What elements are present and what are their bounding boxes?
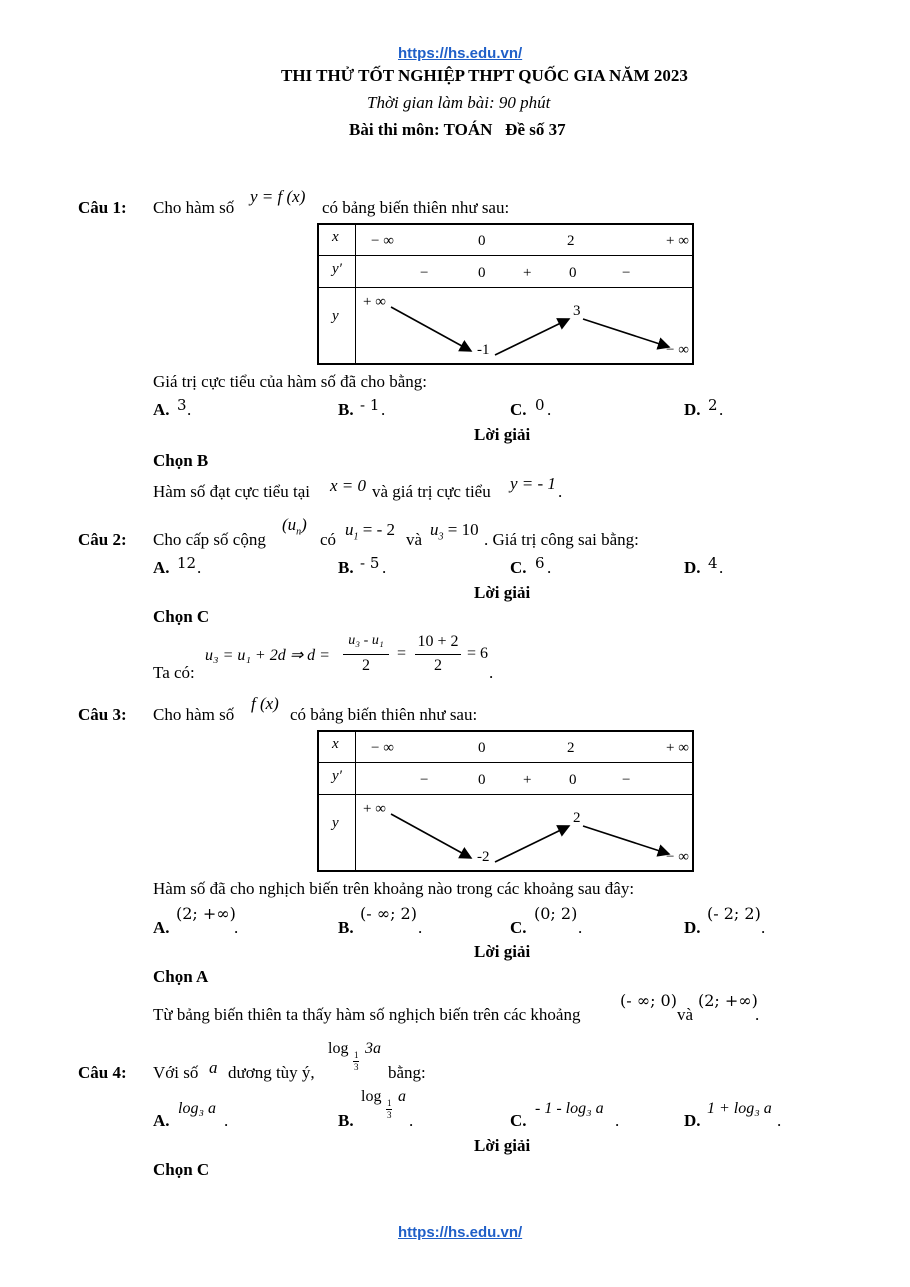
q4-answer: Chọn C (153, 1160, 210, 1179)
q3-question: Hàm số đã cho nghịch biến trên khoảng nào trong các khoảng sau đây: (153, 879, 635, 898)
q2-formula-eq: = (397, 645, 407, 662)
q2-u1: $u_1$ = - 2 (345, 520, 395, 543)
q3-variation-table (317, 730, 694, 872)
q4-option-d-end: . (777, 1111, 782, 1130)
q2-label: Câu 2: (78, 530, 127, 549)
footer-link[interactable]: https://hs.edu.vn/ (398, 1224, 523, 1241)
q1-option-a-label: A. (153, 400, 170, 419)
q2-solution-title: Lời giải (474, 583, 531, 602)
q3-yp-sign-1: − (420, 772, 429, 788)
q4-log-base-den: 3 (354, 1062, 359, 1072)
q3-row-yprime-label: y′ (332, 768, 342, 784)
q3-option-b-end: . (418, 918, 423, 937)
q2-option-b-label: B. (338, 558, 354, 577)
q3-explanation-math-1: (- ∞; 0) (620, 991, 677, 1010)
header-link[interactable]: https://hs.edu.vn/ (398, 45, 523, 62)
q1-yp-sign-3: − (622, 265, 631, 281)
q3-explanation-a: Từ bảng biến thiên ta thấy hàm số nghịch biến trên các khoảng (153, 1005, 581, 1024)
q3-option-a-end: . (234, 918, 239, 937)
q1-option-d-end: . (719, 400, 724, 419)
q4-option-b-log: log (361, 1088, 382, 1105)
q2-frac2-den: 2 (434, 657, 442, 674)
q3-yp-zero-1: 0 (478, 772, 486, 788)
q3-row-x-label: x (332, 736, 339, 752)
q1-solution-title: Lời giải (474, 425, 531, 444)
q2-text-pre: Cho cấp số cộng (153, 530, 266, 549)
q4-text-post: bằng: (388, 1063, 426, 1082)
q1-arrows (317, 223, 694, 365)
q1-option-c-end: . (547, 400, 552, 419)
q1-yp-sign-2: + (523, 265, 532, 281)
q1-yp-zero-1: 0 (478, 265, 486, 281)
q3-func: f (x) (251, 694, 279, 713)
q2-option-a-value: 12 (177, 554, 197, 572)
q1-explanation-a: Hàm số đạt cực tiểu tại (153, 482, 310, 501)
q3-x-neg-inf: − ∞ (371, 740, 394, 756)
q4-log-expression (328, 1040, 388, 1080)
q2-frac2-num: 10 + 2 (417, 633, 459, 650)
q2-taco: Ta có: (153, 663, 195, 682)
exam-subject: Bài thi môn: TOÁN Đề số 37 (349, 120, 566, 139)
q1-y-neg-inf: − ∞ (666, 342, 689, 358)
q3-x-0: 0 (478, 740, 486, 756)
q1-x-neg-inf: − ∞ (371, 233, 394, 249)
q4-var: a (209, 1058, 218, 1077)
q3-label: Câu 3: (78, 705, 127, 724)
q3-text-pre: Cho hàm số (153, 705, 235, 724)
q4-option-b-value (361, 1088, 411, 1128)
q2-option-d-label: D. (684, 558, 701, 577)
q1-option-d-label: D. (684, 400, 701, 419)
q3-answer: Chọn A (153, 967, 209, 986)
q2-formula-lhs: u₃ = u₁ + 2d ⇒ d = (205, 647, 330, 664)
q3-option-b-label: B. (338, 918, 354, 937)
exam-time: Thời gian làm bài: 90 phút (367, 93, 551, 112)
q1-y-max: 3 (573, 303, 581, 319)
q2-option-a-end: . (197, 558, 202, 577)
q3-yp-sign-2: + (523, 772, 532, 788)
q4-option-c-value: - 1 - log₃ a (535, 1100, 604, 1117)
q3-option-a-value: (2; +∞) (176, 904, 236, 923)
q2-text-mid2: và (406, 530, 423, 549)
q1-explanation-math-2: y = - 1 (510, 474, 556, 493)
q3-arrow-down-2 (583, 826, 669, 854)
q1-yp-sign-1: − (420, 265, 429, 281)
q1-answer: Chọn B (153, 451, 209, 470)
q2-formula-result: = 6 (467, 645, 489, 662)
q1-option-a-end: . (187, 400, 192, 419)
q3-arrow-up (495, 826, 569, 862)
q3-explanation-b: và (677, 1005, 694, 1024)
q3-arrows (317, 730, 694, 872)
q2-text-mid1: có (320, 530, 337, 549)
q1-option-c-label: C. (510, 400, 527, 419)
q1-label: Câu 1: (78, 198, 127, 217)
q1-option-a-value: 3 (177, 396, 187, 414)
q2-frac1-bar (343, 654, 389, 655)
q1-row-x-label: x (332, 229, 339, 245)
q3-yp-zero-2: 0 (569, 772, 577, 788)
q3-x-2: 2 (567, 740, 575, 756)
q4-option-a-value: log₃ a (178, 1100, 217, 1117)
q4-option-b-end: . (409, 1111, 414, 1130)
q3-explanation-math-2: (2; +∞) (698, 991, 758, 1010)
q3-row-y-label: y (332, 815, 339, 831)
q1-arrow-up (495, 319, 569, 355)
q1-x-pos-inf: + ∞ (666, 233, 689, 249)
q2-option-c-value: 6 (535, 554, 545, 572)
q1-func: y = f (x) (250, 187, 306, 206)
q3-option-b-value: (- ∞; 2) (360, 904, 417, 923)
q1-option-b-label: B. (338, 400, 354, 419)
q3-option-c-label: C. (510, 918, 527, 937)
q2-option-d-end: . (719, 558, 724, 577)
q2-option-b-end: . (382, 558, 387, 577)
q3-option-d-value: (- 2; 2) (707, 904, 761, 923)
q2-option-a-label: A. (153, 558, 170, 577)
q1-explanation-math-1: x = 0 (330, 476, 367, 495)
q2-option-b-value: - 5 (360, 554, 380, 572)
q1-row-y-label: y (332, 308, 339, 324)
q2-formula (205, 633, 495, 681)
q4-log-base: 1 (354, 1050, 359, 1060)
q1-option-d-value: 2 (708, 396, 718, 414)
q1-option-c-value: 0 (535, 396, 545, 414)
q1-arrow-down-2 (583, 319, 669, 347)
q4-option-b-base: 1 (387, 1098, 392, 1108)
q3-solution-title: Lời giải (474, 942, 531, 961)
q3-option-c-end: . (578, 918, 583, 937)
q1-question: Giá trị cực tiểu của hàm số đã cho bằng: (153, 372, 428, 391)
q2-answer: Chọn C (153, 607, 210, 626)
q4-option-a-end: . (224, 1111, 229, 1130)
q2-option-c-end: . (547, 558, 552, 577)
q2-u3: $u_3 = 10$ (430, 520, 479, 543)
q1-row-yprime-label: y′ (332, 261, 342, 277)
q1-x-2: 2 (567, 233, 575, 249)
q2-sequence: $(u_n)$ (282, 515, 307, 538)
q1-x-0: 0 (478, 233, 486, 249)
q3-explanation-end: . (755, 1005, 760, 1024)
q3-y-neg-inf: − ∞ (666, 849, 689, 865)
q1-variation-table (317, 223, 694, 365)
q4-option-b-label: B. (338, 1111, 354, 1130)
q4-option-b-arg: a (398, 1088, 406, 1105)
q2-formula-end: . (489, 663, 494, 682)
q3-y-pos-inf: + ∞ (363, 801, 386, 817)
q4-option-a-label: A. (153, 1111, 170, 1130)
q1-option-b-end: . (381, 400, 386, 419)
q1-text-post: có bảng biến thiên như sau: (322, 198, 510, 217)
q3-option-d-label: D. (684, 918, 701, 937)
q4-log-arg: 3a (365, 1040, 381, 1057)
q1-arrow-down-1 (391, 307, 471, 351)
q2-option-c-label: C. (510, 558, 527, 577)
q2-text-post: . Giá trị công sai bằng: (484, 530, 639, 549)
q4-text-mid: dương tùy ý, (228, 1063, 315, 1082)
q1-option-b-value: - 1 (360, 396, 380, 414)
q4-solution-title: Lời giải (474, 1136, 531, 1155)
q4-option-b-base-den: 3 (387, 1110, 392, 1120)
q3-text-post: có bảng biến thiên như sau: (290, 705, 478, 724)
q4-option-d-label: D. (684, 1111, 701, 1130)
q2-frac1-num: u₃ - u₁ (348, 633, 384, 648)
q2-frac2-bar (415, 654, 461, 655)
q1-explanation-b: và giá trị cực tiểu (372, 482, 491, 501)
q3-x-pos-inf: + ∞ (666, 740, 689, 756)
exam-title: THI THỬ TỐT NGHIỆP THPT QUỐC GIA NĂM 2023 (281, 66, 688, 85)
q4-option-c-end: . (615, 1111, 620, 1130)
q3-y-max: 2 (573, 810, 581, 826)
q1-y-pos-inf: + ∞ (363, 294, 386, 310)
q1-y-min: -1 (477, 342, 490, 358)
q1-yp-zero-2: 0 (569, 265, 577, 281)
q3-arrow-down-1 (391, 814, 471, 858)
q4-option-d-value: 1 + log₃ a (707, 1100, 772, 1117)
q4-log-word: log (328, 1040, 349, 1057)
q2-frac1-den: 2 (362, 657, 370, 674)
q3-option-c-value: (0; 2) (534, 904, 578, 923)
q4-text-pre: Với số (153, 1063, 199, 1082)
q4-label: Câu 4: (78, 1063, 127, 1082)
q1-explanation-end: . (558, 482, 563, 501)
q3-yp-sign-3: − (622, 772, 631, 788)
q3-option-a-label: A. (153, 918, 170, 937)
q3-option-d-end: . (761, 918, 766, 937)
q1-text-pre: Cho hàm số (153, 198, 235, 217)
q3-y-min: -2 (477, 849, 490, 865)
q4-option-c-label: C. (510, 1111, 527, 1130)
q2-option-d-value: 4 (708, 554, 718, 572)
